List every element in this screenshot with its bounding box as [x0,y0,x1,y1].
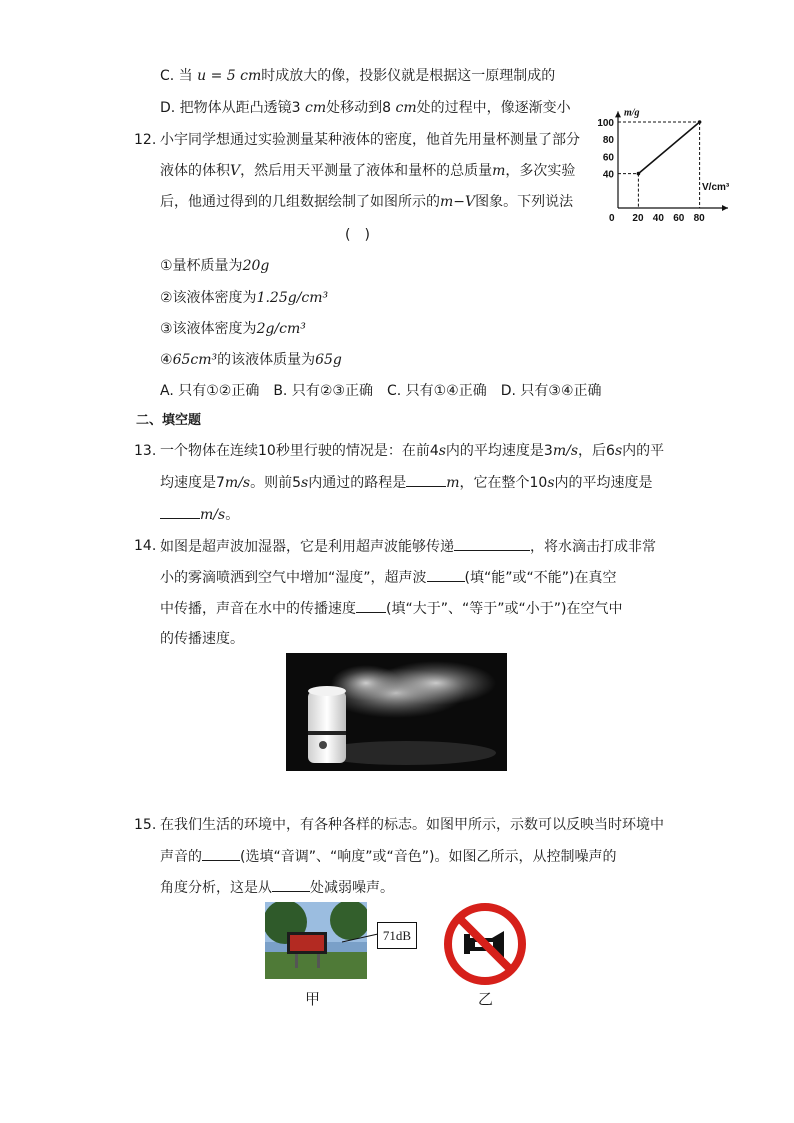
q14-text-line4: 的传播速度。 [160,631,244,647]
humidifier-photo [286,653,507,771]
q15-text-line2: 声音的 (选填“音调”、“响度”或“音色”)。如图乙所示，从控制噪声的 [160,846,616,867]
x-tick-label: 80 [693,213,705,224]
y-tick-label: 60 [602,152,614,164]
data-point [698,120,702,124]
q13-text-line1: 一个物体在连续10秒里行驶的情况是：在前4s内的平均速度是3m/s，后6s内的平 [160,443,665,459]
q14-number: 14. [134,538,157,554]
y-axis-arrow [615,111,621,117]
decibel-reading-label: 71dB [377,922,417,949]
x-axis-arrow [722,205,728,211]
q14-text-line1: 如图是超声波加湿器，它是利用超声波能够传递 ，将水滴击打成非常 [160,536,656,557]
y-tick-label: 80 [602,135,614,147]
q11-option-d: D. 把物体从距凸透镜3 cm处移动到8 cm处的过程中，像逐渐变小 [160,100,571,116]
q12-text-line2: 液体的体积V，然后用天平测量了液体和量杯的总质量m，多次实验 [160,163,576,179]
no-honking-sign-icon [442,901,528,987]
q12-text-line1: 小宇同学想通过实验测量某种液体的密度，他首先用量杯测量了部分 [160,132,580,148]
q15-text-line1: 在我们生活的环境中，有各种各样的标志。如图甲所示，示数可以反映当时环境中 [160,817,664,833]
statement-2: ②该液体密度为1.25g/cm³ [160,290,329,306]
answer-blank[interactable] [427,567,465,582]
q12-text-line3: 后，他通过得到的几组数据绘制了如图所示的m−V图象。下列说法 [160,194,574,210]
q11-option-c: C. 当 u = 5 cm时成放大的像，投影仪就是根据这一原理制成的 [160,68,556,84]
q15-text-line3: 角度分析，这是从 处减弱噪声。 [160,877,394,898]
section-heading: 二、填空题 [136,413,202,428]
x-tick-label: 40 [652,213,664,224]
y-tick-label: 40 [602,169,614,181]
answer-blank[interactable] [160,504,200,519]
x-tick-label: 20 [632,213,644,224]
q13-number: 13. [134,443,157,459]
answer-blank[interactable] [202,846,240,861]
data-line [638,122,699,174]
callout-line [340,928,380,948]
q12-number: 12. [134,132,157,148]
q14-text-line2: 小的雾滴喷洒到空气中增加“湿度”，超声波 (填“能”或“不能”)在真空 [160,567,616,588]
answer-blank[interactable] [356,598,386,613]
statement-1: ①量杯质量为20g [160,258,270,274]
q14-text-line3: 中传播，声音在水中的传播速度 (填“大于”、“等于”或“小于”)在空气中 [160,598,622,619]
data-point [637,172,641,176]
y-axis-label: m/g [624,107,640,119]
q12-answer-options: A. 只有①②正确 B. 只有②③正确 C. 只有①④正确 D. 只有③④正确 [160,383,602,399]
caption-jia: 甲 [305,990,321,1008]
x-axis-label: V/cm³ [702,182,730,193]
answer-parentheses: ( ) [345,227,370,243]
answer-blank[interactable] [454,536,530,551]
statement-3: ③该液体密度为2g/cm³ [160,321,306,337]
q15-number: 15. [134,817,157,833]
caption-yi: 乙 [478,990,494,1008]
y-tick-label: 100 [597,118,614,129]
q13-text-line2: 均速度是7m/s。则前5s内通过的路程是 m，它在整个10s内的平均速度是 [160,472,653,493]
x-tick-label: 0 [609,213,615,224]
answer-blank[interactable] [406,472,446,487]
q13-text-line3: m/s。 [160,504,239,525]
m-v-graph [596,90,756,225]
answer-blank[interactable] [272,877,310,892]
statement-4: ④65cm³的该液体质量为65g [160,352,342,368]
x-tick-label: 60 [673,213,685,224]
